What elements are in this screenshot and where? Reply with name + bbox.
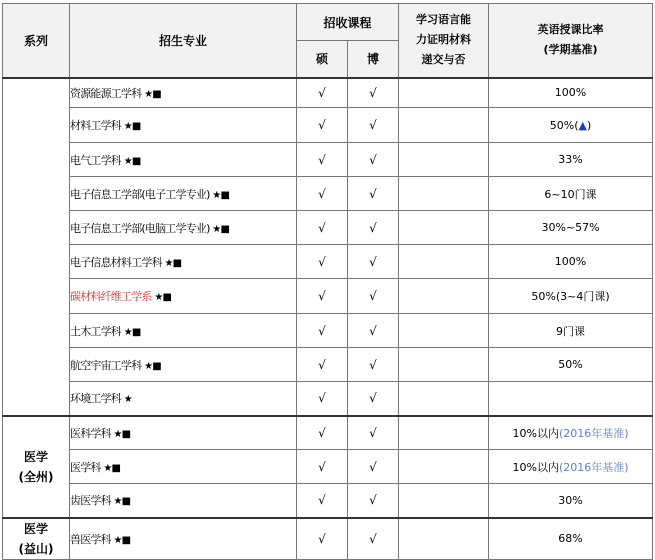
major-cell bbox=[70, 177, 297, 211]
star-square-icon: ★■ bbox=[123, 155, 141, 167]
major-name: 环境工学科 bbox=[70, 392, 121, 406]
ratio-tail: ) bbox=[586, 118, 592, 132]
english-ratio-cell bbox=[489, 78, 653, 108]
dept-campus: (全州) bbox=[18, 469, 54, 484]
table-row bbox=[3, 78, 653, 108]
major-name: 电子信息材料工学科 bbox=[70, 255, 162, 269]
header-language-line3: 递交与否 bbox=[421, 53, 466, 67]
master-check-icon: √ bbox=[297, 245, 348, 279]
language-proof-cell bbox=[399, 314, 489, 348]
english-ratio-cell bbox=[489, 518, 653, 560]
english-ratio-cell bbox=[489, 143, 653, 177]
table-row bbox=[3, 416, 653, 450]
dept-cell bbox=[3, 416, 70, 518]
ratio-value: 50% bbox=[558, 358, 583, 371]
header-major: 招生专业 bbox=[70, 4, 297, 78]
english-ratio-cell bbox=[489, 348, 653, 382]
star-square-icon: ★■ bbox=[212, 189, 230, 201]
english-ratio-cell bbox=[489, 450, 653, 484]
table-row bbox=[3, 348, 653, 382]
star-square-icon: ★■ bbox=[144, 360, 161, 372]
doctor-check-icon: √ bbox=[348, 416, 399, 450]
major-cell bbox=[70, 78, 297, 108]
star-square-icon: ★■ bbox=[123, 326, 141, 338]
ratio-value: 50%(3~4门课) bbox=[531, 290, 610, 303]
master-check-icon: √ bbox=[297, 143, 348, 177]
header-language-proof bbox=[399, 4, 489, 78]
ratio-value: 6~10门课 bbox=[544, 187, 597, 201]
ratio-note: (2016年基准) bbox=[558, 460, 629, 474]
master-check-icon: √ bbox=[297, 382, 348, 416]
major-name: 电子信息工学部(电脑工学专业) bbox=[70, 221, 210, 235]
header-dept: 系列 bbox=[3, 4, 70, 78]
table-row bbox=[3, 108, 653, 143]
language-proof-cell bbox=[399, 416, 489, 450]
english-ratio-cell bbox=[489, 177, 653, 211]
ratio-value: 10%以内 bbox=[512, 426, 559, 440]
ratio-value: 10%以内 bbox=[512, 460, 559, 474]
header-ratio-line2: (学期基准) bbox=[543, 43, 598, 57]
master-check-icon: √ bbox=[297, 348, 348, 382]
major-name: 资源能源工学科 bbox=[70, 86, 142, 100]
star-square-icon: ★ bbox=[123, 394, 132, 406]
master-check-icon: √ bbox=[297, 518, 348, 560]
major-cell bbox=[70, 450, 297, 484]
language-proof-cell bbox=[399, 211, 489, 245]
ratio-value: 100% bbox=[554, 255, 587, 268]
major-cell bbox=[70, 245, 297, 279]
doctor-check-icon: √ bbox=[348, 279, 399, 314]
doctor-check-icon: √ bbox=[348, 518, 399, 560]
master-check-icon: √ bbox=[297, 108, 348, 143]
major-name: 兽医学科 bbox=[70, 532, 111, 546]
language-proof-cell bbox=[399, 450, 489, 484]
dept-campus: (益山) bbox=[18, 541, 54, 556]
master-check-icon: √ bbox=[297, 416, 348, 450]
master-check-icon: √ bbox=[297, 279, 348, 314]
english-ratio-cell bbox=[489, 279, 653, 314]
english-ratio-cell bbox=[489, 314, 653, 348]
table-row bbox=[3, 450, 653, 484]
master-check-icon: √ bbox=[297, 177, 348, 211]
major-cell bbox=[70, 382, 297, 416]
language-proof-cell bbox=[399, 382, 489, 416]
english-ratio-cell bbox=[489, 108, 653, 143]
header-master: 硕 bbox=[297, 41, 348, 78]
ratio-note: (2016年基准) bbox=[558, 426, 629, 440]
master-check-icon: √ bbox=[297, 78, 348, 108]
major-cell bbox=[70, 348, 297, 382]
star-square-icon: ★■ bbox=[144, 88, 161, 100]
major-cell bbox=[70, 314, 297, 348]
language-proof-cell bbox=[399, 78, 489, 108]
table-row bbox=[3, 245, 653, 279]
english-ratio-cell bbox=[489, 416, 653, 450]
table-row bbox=[3, 177, 653, 211]
dept-cell bbox=[3, 518, 70, 560]
ratio-value: 68% bbox=[558, 532, 583, 545]
ratio-value: 30%~57% bbox=[541, 221, 600, 234]
english-ratio-cell bbox=[489, 245, 653, 279]
language-proof-cell bbox=[399, 279, 489, 314]
doctor-check-icon: √ bbox=[348, 450, 399, 484]
table-row bbox=[3, 211, 653, 245]
english-ratio-cell bbox=[489, 382, 653, 416]
language-proof-cell bbox=[399, 245, 489, 279]
doctor-check-icon: √ bbox=[348, 382, 399, 416]
doctor-check-icon: √ bbox=[348, 484, 399, 518]
master-check-icon: √ bbox=[297, 314, 348, 348]
language-proof-cell bbox=[399, 348, 489, 382]
major-name: 土木工学科 bbox=[70, 324, 121, 338]
ratio-value: 9门课 bbox=[556, 324, 586, 338]
header-english-ratio bbox=[489, 4, 653, 78]
table-row bbox=[3, 382, 653, 416]
table-row bbox=[3, 279, 653, 314]
major-cell bbox=[70, 279, 297, 314]
major-name: 材料工学科 bbox=[70, 119, 121, 132]
language-proof-cell bbox=[399, 143, 489, 177]
major-cell bbox=[70, 416, 297, 450]
major-name: 碳材料纤维工学系 bbox=[70, 290, 152, 303]
doctor-check-icon: √ bbox=[348, 177, 399, 211]
star-square-icon: ★■ bbox=[113, 496, 131, 508]
major-cell bbox=[70, 518, 297, 560]
major-name: 电子信息工学部(电子工学专业) bbox=[70, 187, 210, 201]
english-ratio-cell bbox=[489, 484, 653, 518]
master-check-icon: √ bbox=[297, 211, 348, 245]
major-cell bbox=[70, 484, 297, 518]
star-square-icon: ★■ bbox=[113, 428, 131, 440]
table-row bbox=[3, 484, 653, 518]
header-language-line1: 学习语言能 bbox=[416, 13, 472, 27]
doctor-check-icon: √ bbox=[348, 314, 399, 348]
ratio-value: 100% bbox=[554, 86, 587, 100]
triangle-icon: ▲ bbox=[578, 118, 587, 132]
ratio-value: 33% bbox=[558, 153, 583, 166]
doctor-check-icon: √ bbox=[348, 245, 399, 279]
star-square-icon: ★■ bbox=[123, 121, 141, 132]
ratio-value: 50%( bbox=[549, 118, 579, 132]
dept-cell bbox=[3, 78, 70, 416]
star-square-icon: ★■ bbox=[103, 462, 121, 474]
language-proof-cell bbox=[399, 484, 489, 518]
dept-name: 医学 bbox=[23, 449, 48, 464]
header-courses: 招收课程 bbox=[297, 4, 399, 41]
language-proof-cell bbox=[399, 108, 489, 143]
doctor-check-icon: √ bbox=[348, 78, 399, 108]
doctor-check-icon: √ bbox=[348, 143, 399, 177]
major-name: 齿医学科 bbox=[70, 494, 111, 508]
major-cell bbox=[70, 143, 297, 177]
major-name: 医学科 bbox=[70, 460, 101, 474]
doctor-check-icon: √ bbox=[348, 108, 399, 143]
header-ratio-line1: 英语授课比率 bbox=[537, 23, 604, 37]
major-cell bbox=[70, 108, 297, 143]
table-row bbox=[3, 314, 653, 348]
major-cell bbox=[70, 211, 297, 245]
star-square-icon: ★■ bbox=[212, 223, 230, 235]
master-check-icon: √ bbox=[297, 450, 348, 484]
major-name: 航空宇宙工学科 bbox=[70, 358, 142, 372]
star-square-icon: ★■ bbox=[113, 534, 131, 546]
doctor-check-icon: √ bbox=[348, 211, 399, 245]
star-square-icon: ★■ bbox=[164, 257, 182, 269]
header-language-line2: 力证明材料 bbox=[416, 33, 472, 47]
major-name: 电气工学科 bbox=[70, 153, 121, 167]
table-row bbox=[3, 143, 653, 177]
dept-name: 医学 bbox=[23, 521, 48, 536]
admission-table bbox=[2, 3, 653, 560]
ratio-value: 30% bbox=[558, 493, 583, 507]
table-row bbox=[3, 518, 653, 560]
master-check-icon: √ bbox=[297, 484, 348, 518]
doctor-check-icon: √ bbox=[348, 348, 399, 382]
header-doctor: 博 bbox=[348, 41, 399, 78]
star-square-icon: ★■ bbox=[154, 292, 172, 303]
major-name: 医科学科 bbox=[70, 426, 111, 440]
language-proof-cell bbox=[399, 518, 489, 560]
english-ratio-cell bbox=[489, 211, 653, 245]
language-proof-cell bbox=[399, 177, 489, 211]
